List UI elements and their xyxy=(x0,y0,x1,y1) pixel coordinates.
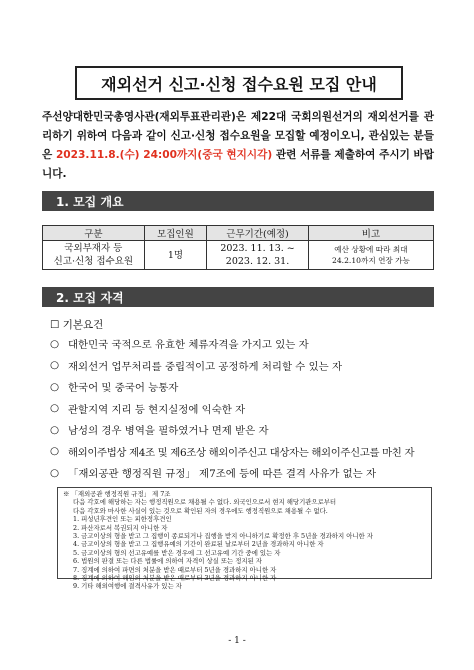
note-item: 6. 법원의 판결 또는 다른 법률에 의하여 자격이 상실 또는 정지된 자 xyxy=(73,557,262,566)
condition-text: 남성의 경우 병역을 필하였거나 면제 받은 자 xyxy=(68,425,269,438)
note-intro-1: 다음 각호에 해당하는 자는 행정직원으로 채용될 수 없다. 외국인으로서 현지 해당기관으로부터 xyxy=(73,498,337,507)
condition-text: 한국어 및 중국어 능통자 xyxy=(68,382,179,395)
condition-text: 재외선거 업무처리를 중립적이고 공정하게 처리할 수 있는 자 xyxy=(68,360,343,373)
list-item xyxy=(50,462,434,484)
section-header-qualification-text: 2. 모집 자격 xyxy=(56,290,124,305)
period-line1: 2023. 11. 13. ~ xyxy=(220,243,295,254)
table-row xyxy=(43,241,434,270)
list-item xyxy=(50,355,434,377)
page-title-text: 재외선거 신고·신청 접수요원 모집 안내 xyxy=(101,74,377,94)
circle-bullet-icon: ○ xyxy=(50,337,60,350)
note-item: 8. 징계에 의하여 해임의 처분을 받은 때로부터 3년을 경과하지 아니한 자 xyxy=(73,574,277,583)
circle-bullet-icon: ○ xyxy=(50,445,60,458)
note-item: 1. 피성년후견인 또는 피한정후견인 xyxy=(73,515,172,524)
section-header-overview xyxy=(42,191,434,211)
note-item: 3. 금고이상의 형을 받고 그 집행이 종료되거나 집행을 받지 아니하기로 확정한 후 5년을 경과하지 아니한 자 xyxy=(73,532,373,541)
period-line2: 2023. 12. 31. xyxy=(225,256,290,267)
condition-text: 대한민국 국적으로 유효한 체류자격을 가지고 있는 자 xyxy=(68,339,309,352)
list-item xyxy=(50,419,434,441)
list-item xyxy=(50,333,434,355)
table-header-category: 구분 xyxy=(43,226,145,241)
section-header-qualification xyxy=(42,287,434,307)
intro-text-2: 관련 서류를 제출하여 주시기 바랍니다. xyxy=(42,149,434,180)
condition-text: 「재외공관 행정직원 규정」 제7조에 등에 따른 결격 사유가 없는 자 xyxy=(68,468,377,481)
page-number: - 1 - xyxy=(228,636,246,646)
table-cell-count: 1명 xyxy=(144,241,207,270)
note-heading: ※ 「재외공관 행정직원 규정」 제 7조 xyxy=(63,490,171,498)
circle-bullet-icon: ○ xyxy=(50,423,60,436)
note-item: 7. 징계에 의하여 파면의 처분을 받은 때로부터 5년을 경과하지 아니한 자 xyxy=(73,565,277,574)
note-item: 2. 파산자로서 복권되지 아니한 자 xyxy=(73,523,168,532)
table-cell-category xyxy=(43,241,145,270)
note-intro-2: 다음 각호와 마사한 사실이 있는 것으로 확인된 자의 경우에도 행정직원으로 채용될 수 없다. xyxy=(73,506,328,515)
regulation-note-box xyxy=(57,487,432,591)
note-line1: 예산 상황에 따라 최대 xyxy=(334,245,408,254)
circle-bullet-icon: ○ xyxy=(50,359,60,372)
section-header-overview-text: 1. 모집 개요 xyxy=(56,194,124,209)
note-item: 5. 금고이상의 형의 선고유예를 받은 경우에 그 선고유예 기간 중에 있는 자 xyxy=(73,548,281,557)
recruit-table xyxy=(42,225,434,270)
condition-text: 해외이주법상 제4조 및 제6조상 해외이주신고 대상자는 해외이주신고를 마친 자 xyxy=(68,446,415,459)
conditions-list xyxy=(50,333,434,484)
table-header-row xyxy=(43,226,434,241)
table-header-count: 모집인원 xyxy=(144,226,207,241)
condition-text: 관할지역 지리 등 현지실정에 익숙한 자 xyxy=(68,403,246,416)
circle-bullet-icon: ○ xyxy=(50,402,60,415)
table-cell-period xyxy=(207,241,309,270)
note-item: 9. 기타 해외여행에 결격사유가 있는 자 xyxy=(73,582,182,591)
conditions-title: ☐ 기본요건 xyxy=(50,319,104,331)
circle-bullet-icon: ○ xyxy=(50,466,60,479)
circle-bullet-icon: ○ xyxy=(50,380,60,393)
category-line1: 국외부재자 등 xyxy=(64,243,123,254)
table-header-note: 비고 xyxy=(308,226,433,241)
list-item xyxy=(50,376,434,398)
intro-deadline: 2023.11.8.(수) 24:00까지(중국 현지시각) xyxy=(55,149,273,161)
intro-text-1: 주선양대한민국총영사관(재외투표관리관)은 제22대 국회의원선거의 재외선거를 관리하기 위하여 다음과 같이 신고·신청 접수요원을 모집할 예정이오니, 관심있는 분들은 xyxy=(42,111,434,161)
list-item xyxy=(50,398,434,420)
list-item xyxy=(50,441,434,463)
table-cell-note xyxy=(308,241,433,270)
category-line2: 신고·신청 접수요원 xyxy=(53,256,134,267)
note-item: 4. 금고이상의 형을 받고 그 집행유예의 기간이 완료된 날로부터 2년을 경과하지 아니한 자 xyxy=(73,540,324,549)
intro-paragraph xyxy=(42,108,434,184)
table-header-period: 근무기간(예정) xyxy=(207,226,309,241)
page-title xyxy=(75,66,403,100)
note-line2: 24.2.10까지 연장 가능 xyxy=(332,256,410,265)
